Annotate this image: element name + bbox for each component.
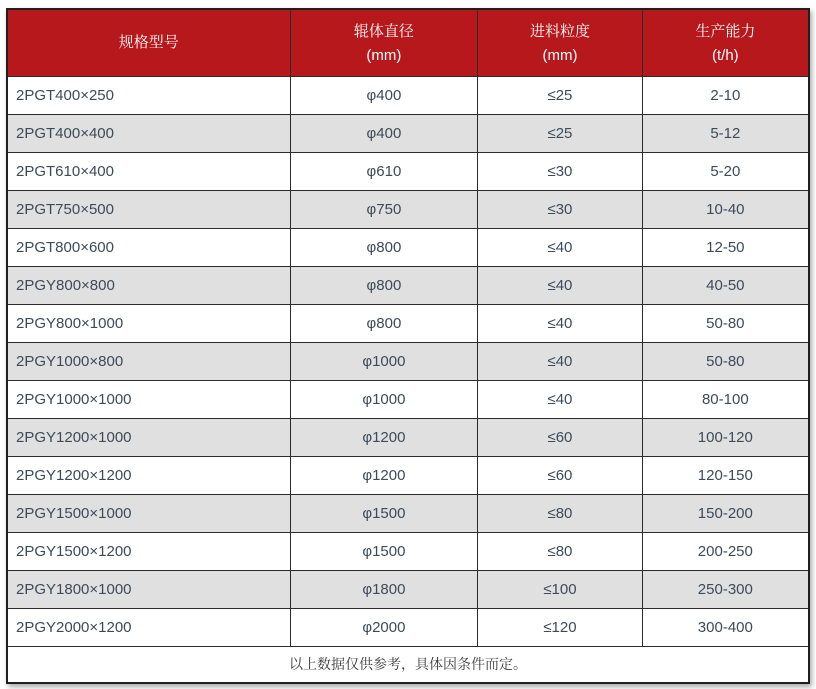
table-cell: 40-50 [642, 266, 809, 304]
cell-spec-model: 2PGT400×400 [7, 114, 290, 152]
table-cell: φ1200 [290, 456, 478, 494]
cell-spec-model: 2PGY1500×1200 [7, 532, 290, 570]
table-cell: ≤40 [478, 266, 642, 304]
cell-spec-model: 2PGT400×250 [7, 76, 290, 114]
column-unit: (mm) [542, 46, 578, 64]
column-title: 生产能力 [695, 22, 756, 40]
column-title: 辊体直径 [353, 22, 414, 40]
cell-spec-model: 2PGY1000×1000 [7, 380, 290, 418]
table-cell: φ2000 [290, 608, 478, 646]
table-row [7, 418, 809, 456]
table-row [7, 228, 809, 266]
table-cell: 12-50 [642, 228, 809, 266]
cell-spec-model: 2PGY1000×800 [7, 342, 290, 380]
spec-table [6, 8, 810, 684]
table-cell: φ1500 [290, 494, 478, 532]
column-header-capacity [642, 9, 809, 76]
table-row [7, 570, 809, 608]
cell-spec-model: 2PGY800×800 [7, 266, 290, 304]
table-footer-note: 以上数据仅供参考，具体因条件而定。 [7, 646, 809, 683]
cell-spec-model: 2PGY1500×1000 [7, 494, 290, 532]
table-cell: φ1000 [290, 380, 478, 418]
table-row [7, 190, 809, 228]
table-body [7, 76, 809, 646]
table-row [7, 494, 809, 532]
table-cell: ≤40 [478, 304, 642, 342]
column-title: 进料粒度 [529, 22, 590, 40]
cell-spec-model: 2PGY1200×1000 [7, 418, 290, 456]
table-cell: ≤25 [478, 76, 642, 114]
cell-spec-model: 2PGY1200×1200 [7, 456, 290, 494]
table-cell: φ1200 [290, 418, 478, 456]
table-cell: φ400 [290, 76, 478, 114]
table-cell: 5-12 [642, 114, 809, 152]
header-row [7, 9, 809, 76]
table-cell: 250-300 [642, 570, 809, 608]
table-cell: 150-200 [642, 494, 809, 532]
cell-spec-model: 2PGY1800×1000 [7, 570, 290, 608]
table-cell: 5-20 [642, 152, 809, 190]
table-cell: φ800 [290, 304, 478, 342]
table-cell: ≤60 [478, 456, 642, 494]
table-cell: φ1500 [290, 532, 478, 570]
column-unit: (mm) [366, 46, 402, 64]
table-cell: ≤60 [478, 418, 642, 456]
table-cell: 300-400 [642, 608, 809, 646]
table-row [7, 114, 809, 152]
table-cell: ≤40 [478, 342, 642, 380]
table-cell: ≤120 [478, 608, 642, 646]
table-cell: ≤80 [478, 494, 642, 532]
table-cell: ≤40 [478, 228, 642, 266]
column-header-roller-diameter [290, 9, 478, 76]
table-cell: 50-80 [642, 342, 809, 380]
table-header [7, 9, 809, 76]
table-row [7, 608, 809, 646]
column-title: 规格型号 [118, 33, 179, 51]
table-footer [7, 646, 809, 683]
column-unit: (t/h) [711, 46, 739, 64]
table-row [7, 152, 809, 190]
table-cell: ≤100 [478, 570, 642, 608]
table-cell: ≤25 [478, 114, 642, 152]
table-cell: ≤40 [478, 380, 642, 418]
cell-spec-model: 2PGY2000×1200 [7, 608, 290, 646]
table-cell: φ400 [290, 114, 478, 152]
table-cell: φ750 [290, 190, 478, 228]
table-cell: ≤80 [478, 532, 642, 570]
table-cell: ≤30 [478, 190, 642, 228]
table-cell: φ1000 [290, 342, 478, 380]
table-cell: φ800 [290, 266, 478, 304]
table-cell: 10-40 [642, 190, 809, 228]
table-cell: 120-150 [642, 456, 809, 494]
footer-row [7, 646, 809, 683]
table-row [7, 304, 809, 342]
cell-spec-model: 2PGT750×500 [7, 190, 290, 228]
table-row [7, 380, 809, 418]
table-cell: φ610 [290, 152, 478, 190]
column-header-feed-size [478, 9, 642, 76]
table-cell: 200-250 [642, 532, 809, 570]
table-row [7, 456, 809, 494]
table-row [7, 342, 809, 380]
table-row [7, 532, 809, 570]
cell-spec-model: 2PGT610×400 [7, 152, 290, 190]
column-header-spec-model [7, 9, 290, 76]
table-cell: φ800 [290, 228, 478, 266]
table-row [7, 76, 809, 114]
cell-spec-model: 2PGY800×1000 [7, 304, 290, 342]
table-cell: 2-10 [642, 76, 809, 114]
cell-spec-model: 2PGT800×600 [7, 228, 290, 266]
table-cell: 80-100 [642, 380, 809, 418]
table-cell: 100-120 [642, 418, 809, 456]
table-cell: φ1800 [290, 570, 478, 608]
table-cell: 50-80 [642, 304, 809, 342]
table-row [7, 266, 809, 304]
table-cell: ≤30 [478, 152, 642, 190]
